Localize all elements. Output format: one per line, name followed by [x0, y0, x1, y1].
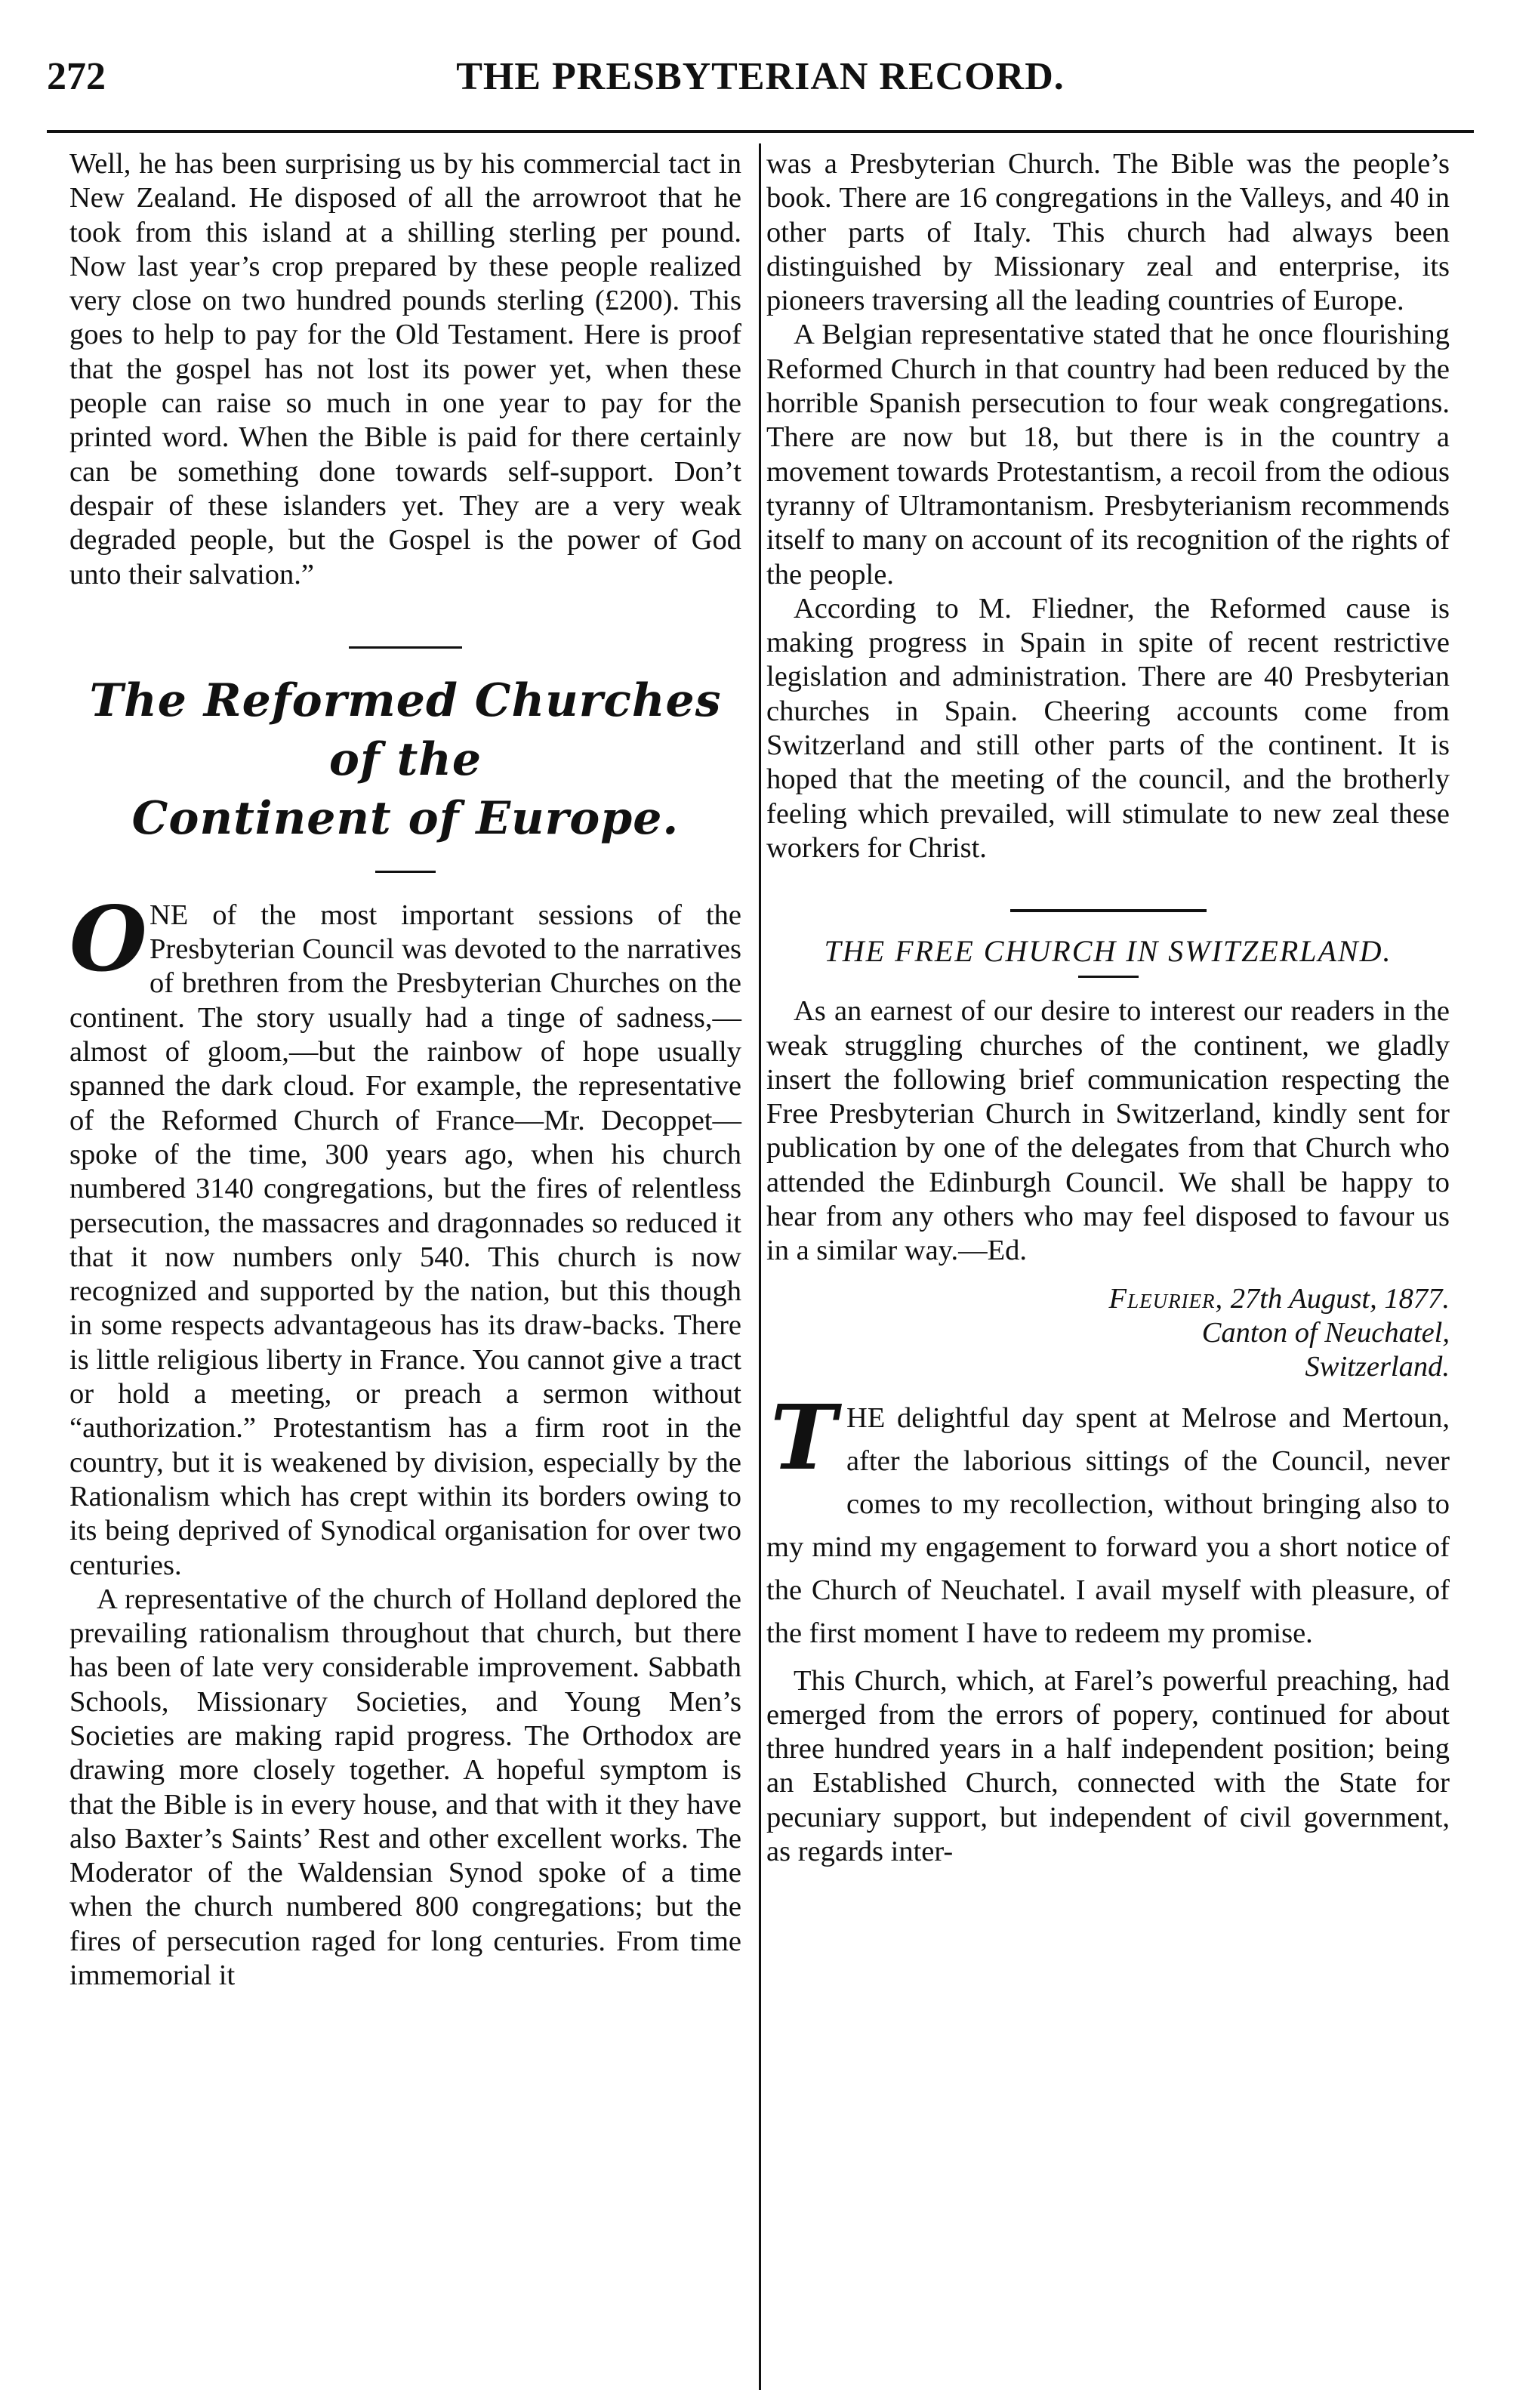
left-paragraph-2: NE of the most important sessions of the Presbyterian Council was devoted to the narratives of brethren from the Presbyterian Churches on the continent. The story usually had a tinge of sadness,—almost of gloom,—but the rainbow of hope usually spanned the dark cloud. For example, the representative of the Reformed Church of France—Mr. Decoppet—spoke of the time, 300 years ago, when his church numbered 3140 congregations, but the fires of relentless persecution, the massacres and dragonnades so reduced it that it now numbers only 540. This church is now recognized and supported by the nation, but this though in some respects advantageous has its draw-backs. There is little religious liberty in France. You cannot give a tract or hold a meeting, or preach a sermon without “authorization.” Protestantism has a firm root in the country, but it is weakened by division, especially by the Rationalism which has crept within its borders owing to its being deprived of Synodical organisation for over two centuries.	[69, 899, 741, 1581]
article-title-line-2: Continent of Europe.	[131, 791, 680, 845]
right-paragraph-5: This Church, which, at Farel’s powerful preaching, had emerged from the errors of popery, continued for about three hundred years in a half independent position; being an Established Church, connected with the State for pecuniary support, but independent of civil government, as regards inter-	[766, 1664, 1450, 1867]
article-title-line-1: The Reformed Churches of the	[89, 674, 722, 786]
editor-note: As an earnest of our desire to interest our readers in the weak struggling churches of the continent, we gladly insert the following brief communication respecting the Free Presbyterian Church in Switzerland, kindly sent for publication by one of the delegates from that Church who attended the Edinburgh Council. We shall be happy to hear from any others who may feel disposed to favour us in a similar way.—Ed.	[766, 995, 1450, 1267]
dropcap-o: O	[69, 886, 147, 991]
left-paragraph-1: Well, he has been surprising us by his commercial tact in New Zealand. He disposed of all the arrowroot that he took from this island at a shilling sterling per pound. Now last year’s crop prepared by these people realized very close on two hundred pounds sterling (£200). This goes to help to pay for the Old Testament. Here is proof that the gospel has not lost its power yet, when these people can raise so much in one year to pay for the printed word. When the Bible is paid for there certainly can be something done towards self-support. Don’t despair of these islanders yet. They are a very weak degraded people, but the Gospel is the power of God unto their salvation.”	[69, 148, 741, 590]
dateline-date: 27th August, 1877.	[1230, 1282, 1450, 1315]
dropcap-t: T	[770, 1384, 837, 1490]
dateline-place: Fleurier,	[1108, 1282, 1224, 1315]
right-paragraph-2: A Belgian representative stated that he once flourishing Reformed Church in that country had been reduced by the horrible Spanish persecution to four weak congregations. There are now but 18, but there is in the country a movement towards Protestantism, a recoil from the odious tyranny of Ultramontanism. Presbyterianism recommends itself to many on account of its recognition of the rights of the people.	[766, 319, 1450, 590]
running-title: THE PRESBYTERIAN RECORD.	[456, 55, 1065, 98]
page-number: 272	[47, 55, 106, 98]
dateline	[766, 1282, 1450, 1316]
right-paragraph-4: HE delightful day spent at Melrose and Mertoun, after the laborious sittings of the Council, never comes to my recollection, without bringing also to my mind my engagement to forward you a short notice of the Church of Neuchatel. I avail myself with pleasure, of the first moment I have to redeem my promise.	[766, 1401, 1450, 1649]
dateline-canton: Canton of Neuchatel,	[1201, 1316, 1450, 1349]
article2-title: THE FREE CHURCH IN SWITZERLAND.	[824, 934, 1392, 969]
right-paragraph-1: was a Presbyterian Church. The Bible was the people’s book. There are 16 congregations in the Valleys, and 40 in other parts of Italy. This church had always been distinguished by Missionary zeal and enterprise, its pioneers traversing all the leading countries of Europe.	[766, 148, 1450, 317]
dateline-country: Switzerland.	[1305, 1351, 1450, 1383]
page-header	[47, 54, 1474, 122]
right-column	[766, 147, 1450, 1869]
left-column	[69, 147, 741, 1993]
header-rule	[47, 130, 1474, 133]
column-divider	[759, 143, 761, 2390]
left-paragraph-3: A representative of the church of Holland deplored the prevailing rationalism throughout that church, but there has been of late very considerable improvement. Sabbath Schools, Missionary Societies, and Young Men’s Societies are making rapid progress. The Orthodox are drawing more closely together. A hopeful symptom is that the Bible is in every house, and that with it they have also Baxter’s Saints’ Rest and other excellent works. The Moderator of the Waldensian Synod spoke of a time when the church numbered 800 congregations; but the fires of persecution raged for long centuries. From time immemorial it	[69, 1583, 741, 1992]
right-paragraph-3: According to M. Fliedner, the Reformed cause is making progress in Spain in spite of recent restrictive legislation and administration. There are 40 Presbyterian churches in Spain. Cheering accounts come from Switzerland and still other parts of the continent. It is hoped that the meeting of the council, and the brotherly feeling which prevailed, will stimulate to new zeal these workers for Christ.	[766, 592, 1450, 864]
